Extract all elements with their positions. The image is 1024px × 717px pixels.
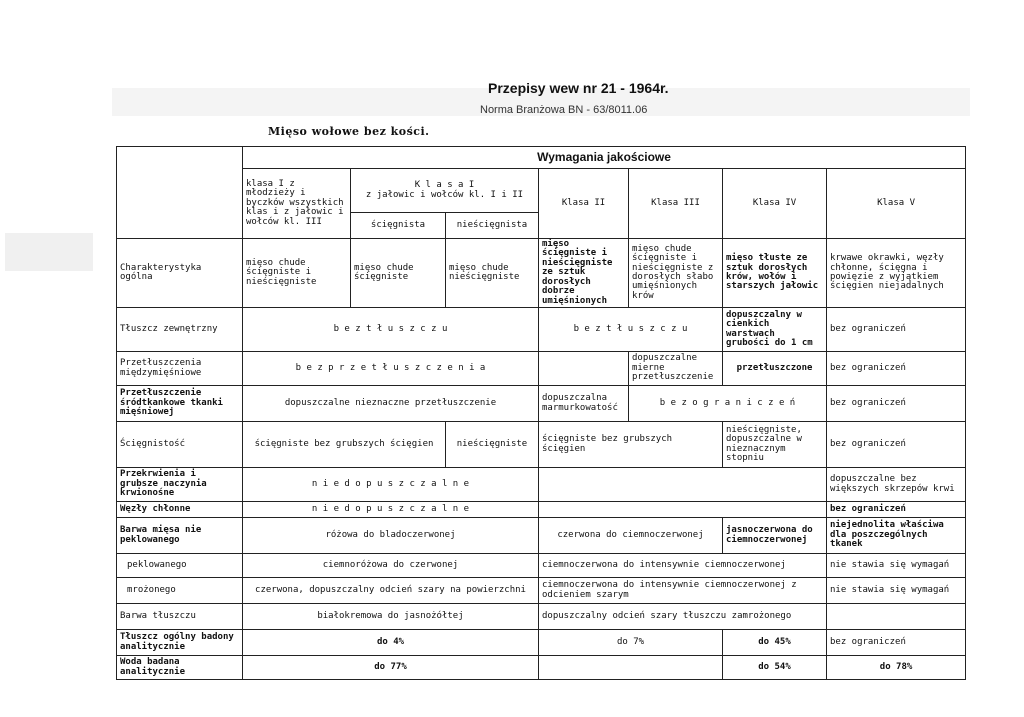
cell-barwa-nie-k23: czerwona do ciemnoczerwonej [539,518,723,554]
cell-przetluszczenia-k3: dopuszczalne mierne przetłuszczenie [629,352,723,386]
header-niesciegnista: nieścięgnista [446,213,539,239]
cell-mrozonego-k5: nie stawia się wymagań [827,578,966,604]
cell-woda-k5: do 78% [827,656,966,680]
row-label-peklowanego: peklowanego [117,554,243,578]
row-label-mrozonego: mrożonego [117,578,243,604]
cell-srodtkankowe-k5: bez ograniczeń [827,386,966,422]
cell-woda-k1: do 77% [243,656,539,680]
requirements-table [116,146,966,680]
row-label-woda: Woda badana analitycznie [117,656,243,680]
header-klasa1b-sub: z jałowic i wołców kl. I i II [365,189,524,200]
document-subtitle: Norma Branżowa BN - 63/8011.06 [480,104,648,116]
header-klasa1b-title: K l a s a I [414,180,475,191]
cell-charakterystyka-k4: mięso tłuste ze sztuk dorosłych krów, wołów i starszych jałowic [723,239,827,308]
cell-sciegnistosc-k5: bez ograniczeń [827,422,966,468]
cell-barwa-tluszczu-k5 [827,604,966,630]
cell-tluszcz-zew-k1: b e z t ł u s z c z u [243,308,539,352]
header-klasa4: Klasa IV [723,169,827,239]
cell-tluszcz-ogolny-k4: do 45% [723,630,827,656]
cell-przetluszczenia-k2 [539,352,629,386]
cell-charakterystyka-k1b-s: mięso chude ścięgniste [351,239,446,308]
header-klasa2: Klasa II [539,169,629,239]
scan-artifact [5,233,93,271]
cell-wezly-k1: n i e d o p u s z c z a l n e [243,502,539,518]
header-klasa1b [351,169,539,213]
cell-srodtkankowe-k2: dopuszczalna marmurkowatość [539,386,629,422]
cell-przekrwienia-k24 [539,468,827,502]
cell-przetluszczenia-k4: przetłuszczone [723,352,827,386]
cell-tluszcz-ogolny-k1: do 4% [243,630,539,656]
cell-barwa-tluszczu-k1: białokremowa do jasnożółtej [243,604,539,630]
cell-sciegnistosc-k1a: ścięgniste bez grubszych ścięgien [243,422,446,468]
row-label-barwa-nie: Barwa mięsa nie peklowanego [117,518,243,554]
cell-przekrwienia-k1: n i e d o p u s z c z a l n e [243,468,539,502]
cell-przekrwienia-k5: dopuszczalne bez większych skrzepów krwi [827,468,966,502]
cell-woda-k23 [539,656,723,680]
cell-charakterystyka-k3: mięso chude ścięgniste i nieścięgniste z dorosłych słabo umięśnionych krów [629,239,723,308]
cell-charakterystyka-k2: mięso ścięgniste i nieścięgniste ze sztuk dorosłych dobrze umięśnionych [539,239,629,308]
document-title: Przepisy wew nr 21 - 1964r. [488,80,669,96]
document-heading: Mięso wołowe bez kości. [268,125,430,138]
cell-charakterystyka-k5: krwawe okrawki, węzły chłonne, ścięgna i powięzie z wyjątkiem ścięgien niejadalnych [827,239,966,308]
cell-sciegnistosc-k4: nieścięgniste, dopuszczalne w nieznacznym stopniu [723,422,827,468]
row-label-charakterystyka: Charakterystyka ogólna [117,239,243,308]
header-klasa1a: klasa I z młodzieży i byczków wszystkich klas i z jałowic i wołców kl. III [243,169,351,239]
blank-corner [117,147,243,239]
row-label-wezly: Węzły chłonne [117,502,243,518]
header-klasa3: Klasa III [629,169,723,239]
group-header: Wymagania jakościowe [243,147,966,169]
cell-wezly-k5: bez ograniczeń [827,502,966,518]
row-label-tluszcz-zew: Tłuszcz zewnętrzny [117,308,243,352]
cell-charakterystyka-k1a: mięso chude ścięgniste i nieścięgniste [243,239,351,308]
row-label-przetluszczenia: Przetłuszczenia międzymięśniowe [117,352,243,386]
cell-sciegnistosc-k1b: nieścięgniste [446,422,539,468]
row-label-przekrwienia: Przekrwienia i grubsze naczynia krwionośne [117,468,243,502]
row-label-srodtkankowe: Przetłuszczenie śródtkankowe tkanki mięśniowej [117,386,243,422]
cell-srodtkankowe-k34: b e z o g r a n i c z e ń [629,386,827,422]
cell-barwa-nie-k1: różowa do bladoczerwonej [243,518,539,554]
cell-tluszcz-zew-k4: dopuszczalny w cienkich warstwach grubości do 1 cm [723,308,827,352]
cell-sciegnistosc-k23: ścięgniste bez grubszych ścięgien [539,422,723,468]
cell-peklowanego-k24: ciemnoczerwona do intensywnie ciemnoczerwonej [539,554,827,578]
cell-tluszcz-zew-k5: bez ograniczeń [827,308,966,352]
cell-mrozonego-k1: czerwona, dopuszczalny odcień szary na powierzchni [243,578,539,604]
row-label-tluszcz-ogolny: Tłuszcz ogólny badony analitycznie [117,630,243,656]
row-label-sciegnistosc: Ścięgnistość [117,422,243,468]
cell-przetluszczenia-k1: b e z p r z e t ł u s z c z e n i a [243,352,539,386]
cell-peklowanego-k5: nie stawia się wymagań [827,554,966,578]
cell-barwa-tluszczu-k24: dopuszczalny odcień szary tłuszczu zamrożonego [539,604,827,630]
cell-charakterystyka-k1b-n: mięso chude nieścięgniste [446,239,539,308]
header-klasa5: Klasa V [827,169,966,239]
cell-barwa-nie-k5: niejednolita właściwa dla poszczególnych tkanek [827,518,966,554]
cell-mrozonego-k24: ciemnoczerwona do intensywnie ciemnoczerwonej z odcieniem szarym [539,578,827,604]
cell-wezly-k24 [539,502,827,518]
cell-barwa-nie-k4: jasnoczerwona do ciemnoczerwonej [723,518,827,554]
cell-przetluszczenia-k5: bez ograniczeń [827,352,966,386]
cell-srodtkankowe-k1: dopuszczalne nieznaczne przetłuszczenie [243,386,539,422]
cell-tluszcz-zew-k23: b e z t ł u s z c z u [539,308,723,352]
cell-woda-k4: do 54% [723,656,827,680]
cell-tluszcz-ogolny-k5: bez ograniczeń [827,630,966,656]
cell-peklowanego-k1: ciemnoróżowa do czerwonej [243,554,539,578]
cell-tluszcz-ogolny-k23: do 7% [539,630,723,656]
row-label-barwa-tluszczu: Barwa tłuszczu [117,604,243,630]
header-sciegnista: ścięgnista [351,213,446,239]
